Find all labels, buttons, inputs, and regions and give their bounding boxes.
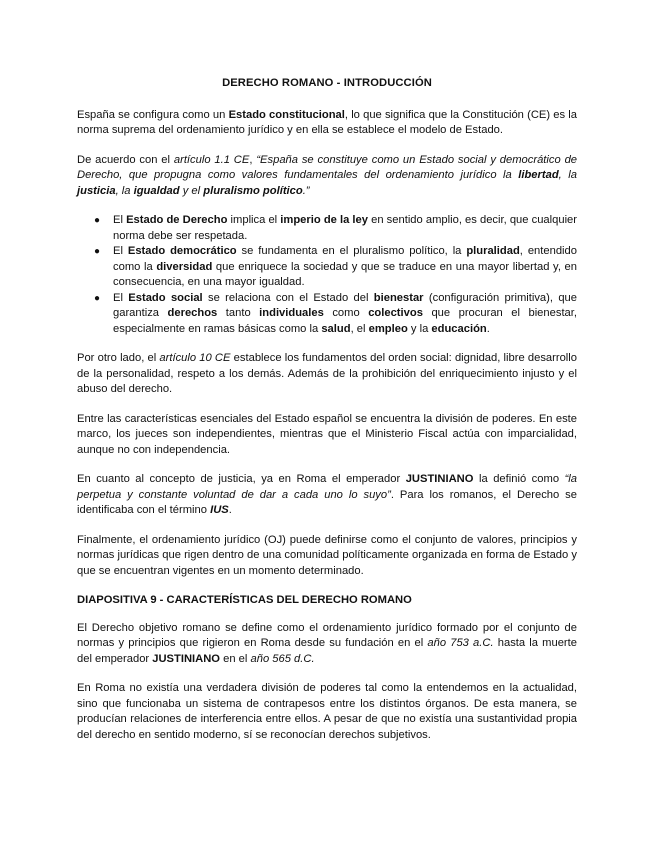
bullet-icon: ● xyxy=(94,215,101,226)
date-reference: año 565 d.C. xyxy=(250,652,315,665)
bold-term: imperio de la ley xyxy=(280,214,368,226)
text-run: que procuran el bienestar, especialmente en ramas básicas como la xyxy=(113,307,577,335)
bold-term: Estado democrático xyxy=(127,245,237,257)
text-run: se fundamenta en el pluralismo político, la xyxy=(236,245,467,257)
list-item xyxy=(94,244,577,291)
text-run: se relaciona con el Estado del xyxy=(202,291,374,304)
date-reference: año 753 a.C. xyxy=(427,637,494,649)
bold-term: colectivos xyxy=(368,307,423,319)
bullet-icon: ● xyxy=(94,246,101,257)
document-body xyxy=(77,76,577,757)
bold-term: JUSTINIANO xyxy=(152,652,221,665)
text-run: En cuanto al concepto de justicia, ya en Roma el emperador xyxy=(77,473,406,485)
bold-term: pluralismo político xyxy=(203,184,303,197)
quote-text: .” xyxy=(302,184,310,197)
article-reference: artículo 10 CE xyxy=(159,352,231,364)
text-run: (configuración primitiva), que garantiza xyxy=(113,291,577,319)
quote-text: “España se constituye como un Estado social y democrático de Derecho, que propugna como valores fundamentales del ordenamiento jurídico la xyxy=(77,153,578,181)
quotation: “la perpetua y constante voluntad de dar a cada uno lo suyo” xyxy=(77,473,577,501)
text-run: España se configura como un xyxy=(77,108,229,121)
text-run: . xyxy=(228,504,232,516)
text-run: Por otro lado, el xyxy=(77,352,160,364)
text-run: en el xyxy=(220,652,251,665)
paragraph-ordenamiento: Finalmente, el ordenamiento jurídico (OJ) puede definirse como el conjunto de valores, principios y normas jurídicas que rigen dentro de una comunidad políticamente organizada en forma de Estado y que se encuentran vigentes en un momento determinado. xyxy=(77,533,577,577)
text-run: De acuerdo con el xyxy=(77,153,174,166)
text-run: , entendido como la xyxy=(113,245,577,273)
bold-term: bienestar xyxy=(373,291,424,304)
bullet-list xyxy=(77,213,577,337)
bullet-icon: ● xyxy=(94,292,101,304)
bold-term: Estado social xyxy=(128,291,203,304)
quote-text: , la xyxy=(558,169,577,181)
document-title: DERECHO ROMANO - INTRODUCCIÓN xyxy=(222,77,432,89)
text-run: en sentido amplio, es decir, que cualquier norma debe ser respetada. xyxy=(113,214,578,242)
text-run: como xyxy=(323,307,369,319)
section-heading: DIAPOSITIVA 9 - CARACTERÍSTICAS DEL DERECHO ROMANO xyxy=(77,594,412,606)
bold-term: pluralidad xyxy=(466,245,520,257)
text-run: implica el xyxy=(227,214,281,226)
bold-term: IUS xyxy=(210,504,229,516)
bold-term: educación xyxy=(431,322,487,335)
bold-term: libertad xyxy=(518,169,559,181)
quote-text: y el xyxy=(179,184,204,197)
list-item xyxy=(94,213,578,244)
bold-term: justicia xyxy=(77,184,116,197)
text-run: . Para los romanos, el Derecho se identificaba con el término xyxy=(77,488,577,516)
article-reference: artículo 1.1 CE xyxy=(173,153,250,166)
paragraph-derecho-objetivo xyxy=(77,621,577,668)
bold-term: igualdad xyxy=(133,184,180,197)
paragraph-roma-poderes: En Roma no existía una verdadera división de poderes tal como la entendemos en la actualidad, sino que funcionaba un sistema de contrapesos entre los distintos órganos. De esta manera, se producían relaciones de interferencia entre ellos. A pesar de que no existía una sustantividad propia del derecho en sentido moderno, sí se reconocían derechos subjetivos. xyxy=(77,682,577,741)
bold-term: JUSTINIANO xyxy=(405,473,474,485)
text-run: El xyxy=(113,291,129,304)
list-item xyxy=(94,291,577,338)
paragraph-articulo-10 xyxy=(77,351,577,398)
bold-term: individuales xyxy=(259,307,324,319)
bold-term: Estado constitucional xyxy=(228,108,345,121)
text-run: , lo que significa que la Constitución (CE) es la norma suprema del ordenamiento jurídico y en ella se establece el modelo de Estado. xyxy=(77,108,577,136)
paragraph-justicia xyxy=(77,472,577,519)
text-run: El xyxy=(113,245,128,257)
bold-term: empleo xyxy=(368,322,408,335)
paragraph-estado-constitucional xyxy=(77,108,577,139)
bold-term: salud xyxy=(321,322,351,335)
text-run: hasta la muerte del emperador xyxy=(77,637,577,665)
text-run: . xyxy=(486,322,490,335)
text-run: , xyxy=(249,153,257,166)
text-run: establece los fundamentos del orden social: dignidad, libre desarrollo de la personalidad, respeto a los demás. Además de la prohibición del enriquecimiento injusto y el abuso del derecho. xyxy=(77,352,578,395)
bold-term: Estado de Derecho xyxy=(126,214,228,226)
text-run: y la xyxy=(407,322,432,335)
text-run: la definió como xyxy=(473,473,565,485)
text-run: tanto xyxy=(217,307,260,319)
bold-term: derechos xyxy=(167,307,218,319)
paragraph-articulo-1 xyxy=(77,153,577,200)
text-run: , el xyxy=(350,322,369,335)
bold-term: diversidad xyxy=(156,260,213,273)
quote-text: , la xyxy=(115,184,134,197)
paragraph-division-poderes: Entre las características esenciales del Estado español se encuentra la división de poderes. En este marco, los jueces son independientes, mientras que el Ministerio Fiscal actúa con imparcialidad, aunque no con independencia. xyxy=(77,412,577,456)
text-run: El xyxy=(113,214,127,226)
text-run: que enriquece la sociedad y que se traduce en una mayor libertad y, en consecuencia, en una mayor igualdad. xyxy=(113,260,577,288)
text-run: El Derecho objetivo romano se define como el ordenamiento jurídico formado por el conjunto de normas y principios que rigieron en Roma desde su fundación en el xyxy=(77,621,577,649)
